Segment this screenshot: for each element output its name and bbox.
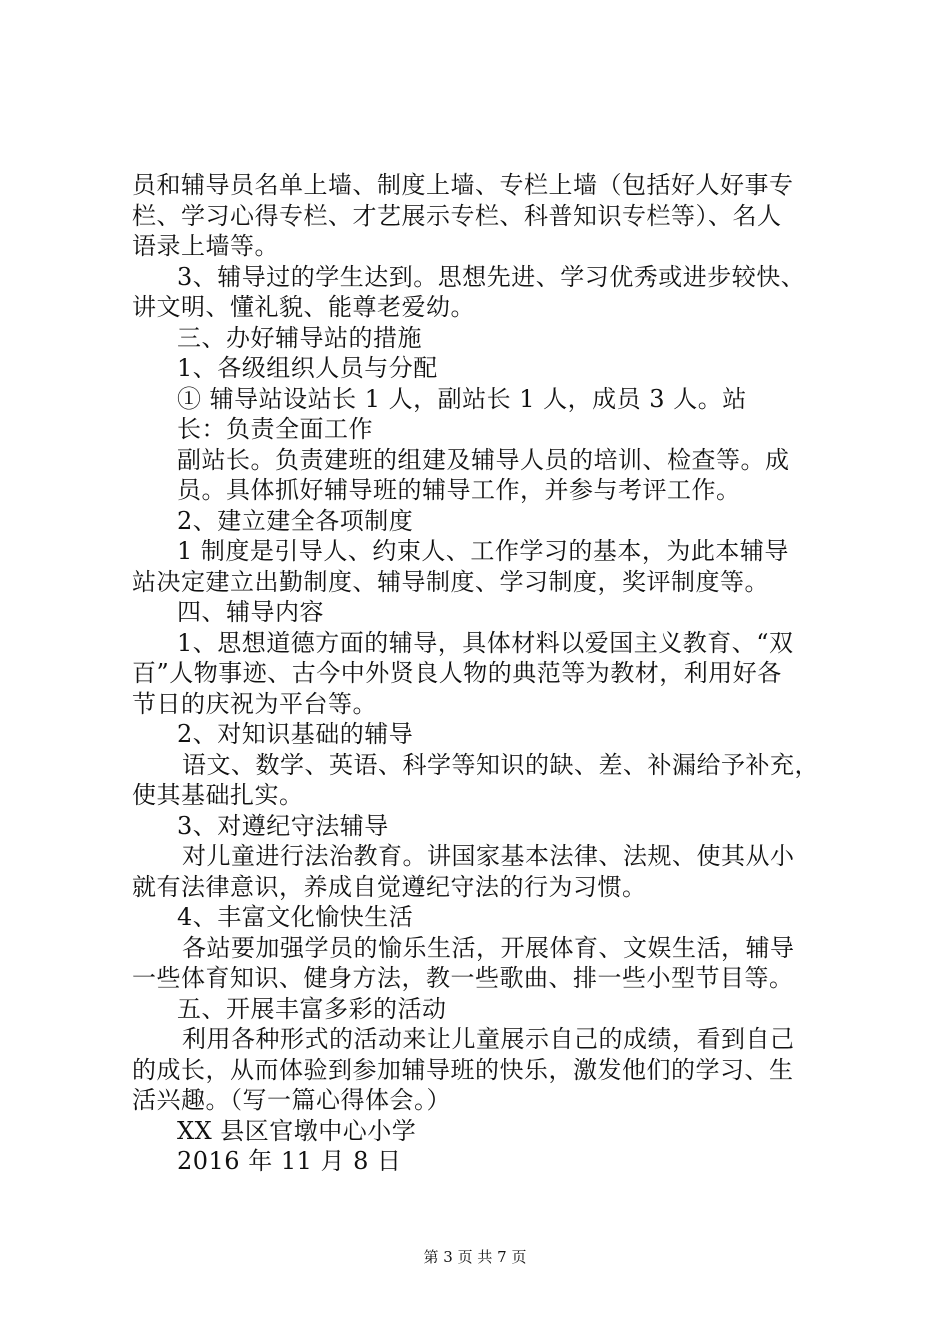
text-line: 4、丰富文化愉快生活 — [177, 903, 414, 931]
text-line: 各站要加强学员的愉乐生活，开展体育、文娱生活，辅导 — [182, 933, 795, 962]
text-line: XX 县区官墩中心小学 — [177, 1116, 417, 1145]
text-line: 3、辅导过的学生达到。思想先进、学习优秀或进步较快、 — [177, 262, 806, 291]
text-line: 的成长，从而体验到参加辅导班的快乐，激发他们的学习、生 — [132, 1055, 794, 1084]
text-line: 副站长。负责建班的组建及辅导人员的培训、检查等。成 — [177, 445, 790, 474]
text-line: 2、建立建全各项制度 — [177, 506, 414, 535]
text-line: 利用各种形式的活动来让儿童展示自己的成绩，看到自己 — [182, 1025, 795, 1053]
text-line: ① 辅导站设站长 1 人，副站长 1 人，成员 3 人。站 — [177, 384, 747, 413]
text-line: 员。具体抓好辅导班的辅导工作，并参与考评工作。 — [177, 476, 741, 504]
text-line: 使其基础扎实。 — [132, 781, 304, 809]
text-line: 节日的庆祝为平台等。 — [132, 689, 377, 718]
text-line: 对儿童进行法治教育。讲国家基本法律、法规、使其从小 — [182, 842, 795, 870]
text-line: 长：负责全面工作 — [177, 415, 373, 443]
text-line: 2016 年 11 月 8 日 — [177, 1147, 402, 1175]
text-line: 1、各级组织人员与分配 — [177, 354, 438, 382]
text-line: 语文、数学、英语、科学等知识的缺、差、补漏给予补充， — [182, 750, 819, 779]
text-line: 2、对知识基础的辅导 — [177, 720, 414, 748]
text-line: 四、辅导内容 — [177, 598, 324, 626]
text-line: 讲文明、懂礼貌、能尊老爱幼。 — [132, 293, 475, 321]
text-line: 三、办好辅导站的措施 — [177, 323, 422, 352]
text-line: 3、对遵纪守法辅导 — [177, 811, 389, 840]
text-line: 就有法律意识，养成自觉遵纪守法的行为习惯。 — [132, 872, 647, 901]
text-line: 员和辅导员名单上墙、制度上墙、专栏上墙（包括好人好事专 — [132, 171, 794, 199]
text-line: 一些体育知识、健身方法，教一些歌曲、排一些小型节目等。 — [132, 964, 794, 992]
page-footer: 第 3 页 共 7 页 — [423, 1248, 527, 1266]
text-line: 活兴趣。（写一篇心得体会。） — [132, 1086, 451, 1114]
text-line: 栏、学习心得专栏、才艺展示专栏、科普知识专栏等）、名人 — [132, 201, 782, 230]
text-line: 语录上墙等。 — [132, 232, 279, 260]
text-line: 1 制度是引导人、约束人、工作学习的基本，为此本辅导 — [177, 537, 789, 565]
document-body — [132, 170, 832, 1177]
text-line: 百”人物事迹、古今中外贤良人物的典范等为教材，利用好各 — [132, 659, 782, 687]
text-line: 站决定建立出勤制度、辅导制度、学习制度，奖评制度等。 — [132, 567, 769, 596]
text-line: 五、开展丰富多彩的活动 — [177, 994, 447, 1023]
text-line: 1、思想道德方面的辅导，具体材料以爱国主义教育、“双 — [177, 628, 794, 657]
